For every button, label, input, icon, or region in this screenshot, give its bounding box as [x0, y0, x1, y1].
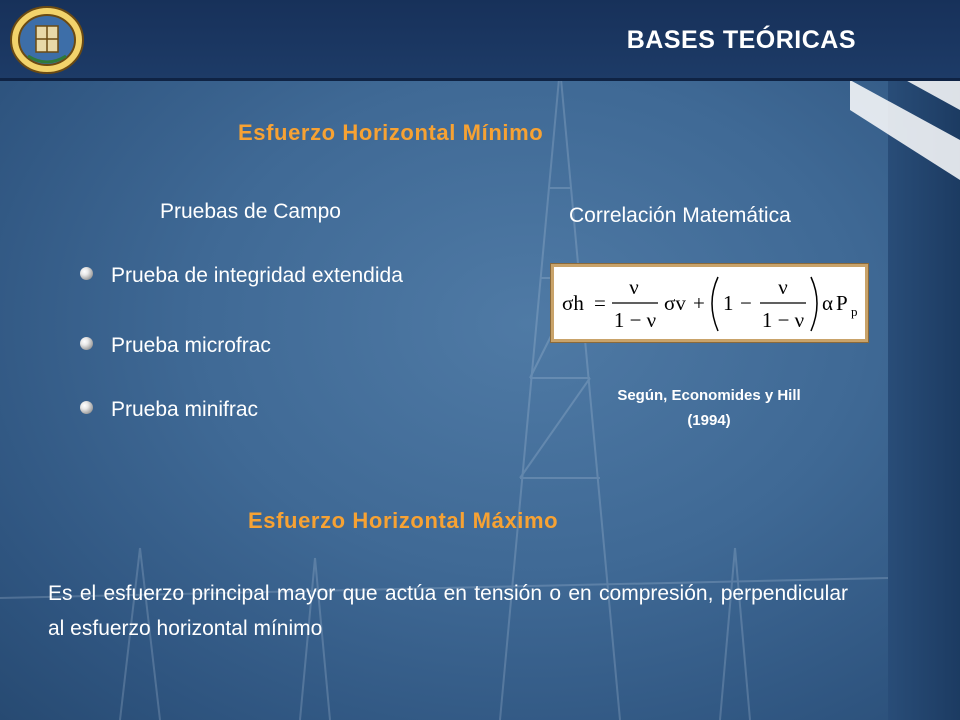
- section-title-min: Esfuerzo Horizontal Mínimo: [238, 120, 544, 145]
- formula-P: P: [836, 291, 848, 315]
- stress-formula: [554, 267, 865, 339]
- formula-sigma-v: σv: [664, 291, 686, 315]
- list-item-label: Prueba minifrac: [111, 398, 259, 421]
- definition-paragraph: Es el esfuerzo principal mayor que actúa en tensión o en compresión, perpendicular al esfuerzo horizontal mínimo: [48, 582, 848, 640]
- formula-eq: =: [594, 291, 606, 315]
- bullet-icon: [80, 401, 93, 414]
- section-title-max: Esfuerzo Horizontal Máximo: [248, 508, 559, 533]
- paren-left: [712, 277, 718, 331]
- paren-right: [811, 277, 817, 331]
- formula-nu-1: ν: [629, 275, 639, 299]
- formula-minus: −: [740, 291, 752, 315]
- formula-alpha: α: [822, 291, 834, 315]
- list-item: [80, 264, 403, 288]
- formula-p-sub: p: [851, 304, 858, 319]
- formula-den-1: 1 − ν: [613, 308, 657, 332]
- formula-lhs: σh: [562, 291, 584, 315]
- university-seal-logo: [8, 4, 86, 76]
- pruebas-heading: Pruebas de Campo: [160, 200, 341, 223]
- header-bar: [0, 0, 960, 81]
- citation-year: (1994): [687, 412, 731, 429]
- formula-nu-2: ν: [778, 275, 788, 299]
- formula-box: [551, 264, 868, 342]
- correlacion-heading: Correlación Matemática: [569, 204, 791, 227]
- formula-one: 1: [723, 291, 734, 315]
- formula-den-2: 1 − ν: [761, 308, 805, 332]
- citation: [560, 383, 858, 433]
- formula-plus: +: [693, 291, 705, 315]
- list-item-label: Prueba de integridad extendida: [111, 264, 403, 287]
- bullet-icon: [80, 267, 93, 280]
- citation-authors: Según, Economides y Hill: [617, 387, 801, 404]
- list-item: [80, 398, 258, 422]
- list-item: [80, 334, 271, 358]
- header-title: BASES TEÓRICAS: [626, 26, 856, 54]
- bullet-icon: [80, 337, 93, 350]
- list-item-label: Prueba microfrac: [111, 334, 271, 357]
